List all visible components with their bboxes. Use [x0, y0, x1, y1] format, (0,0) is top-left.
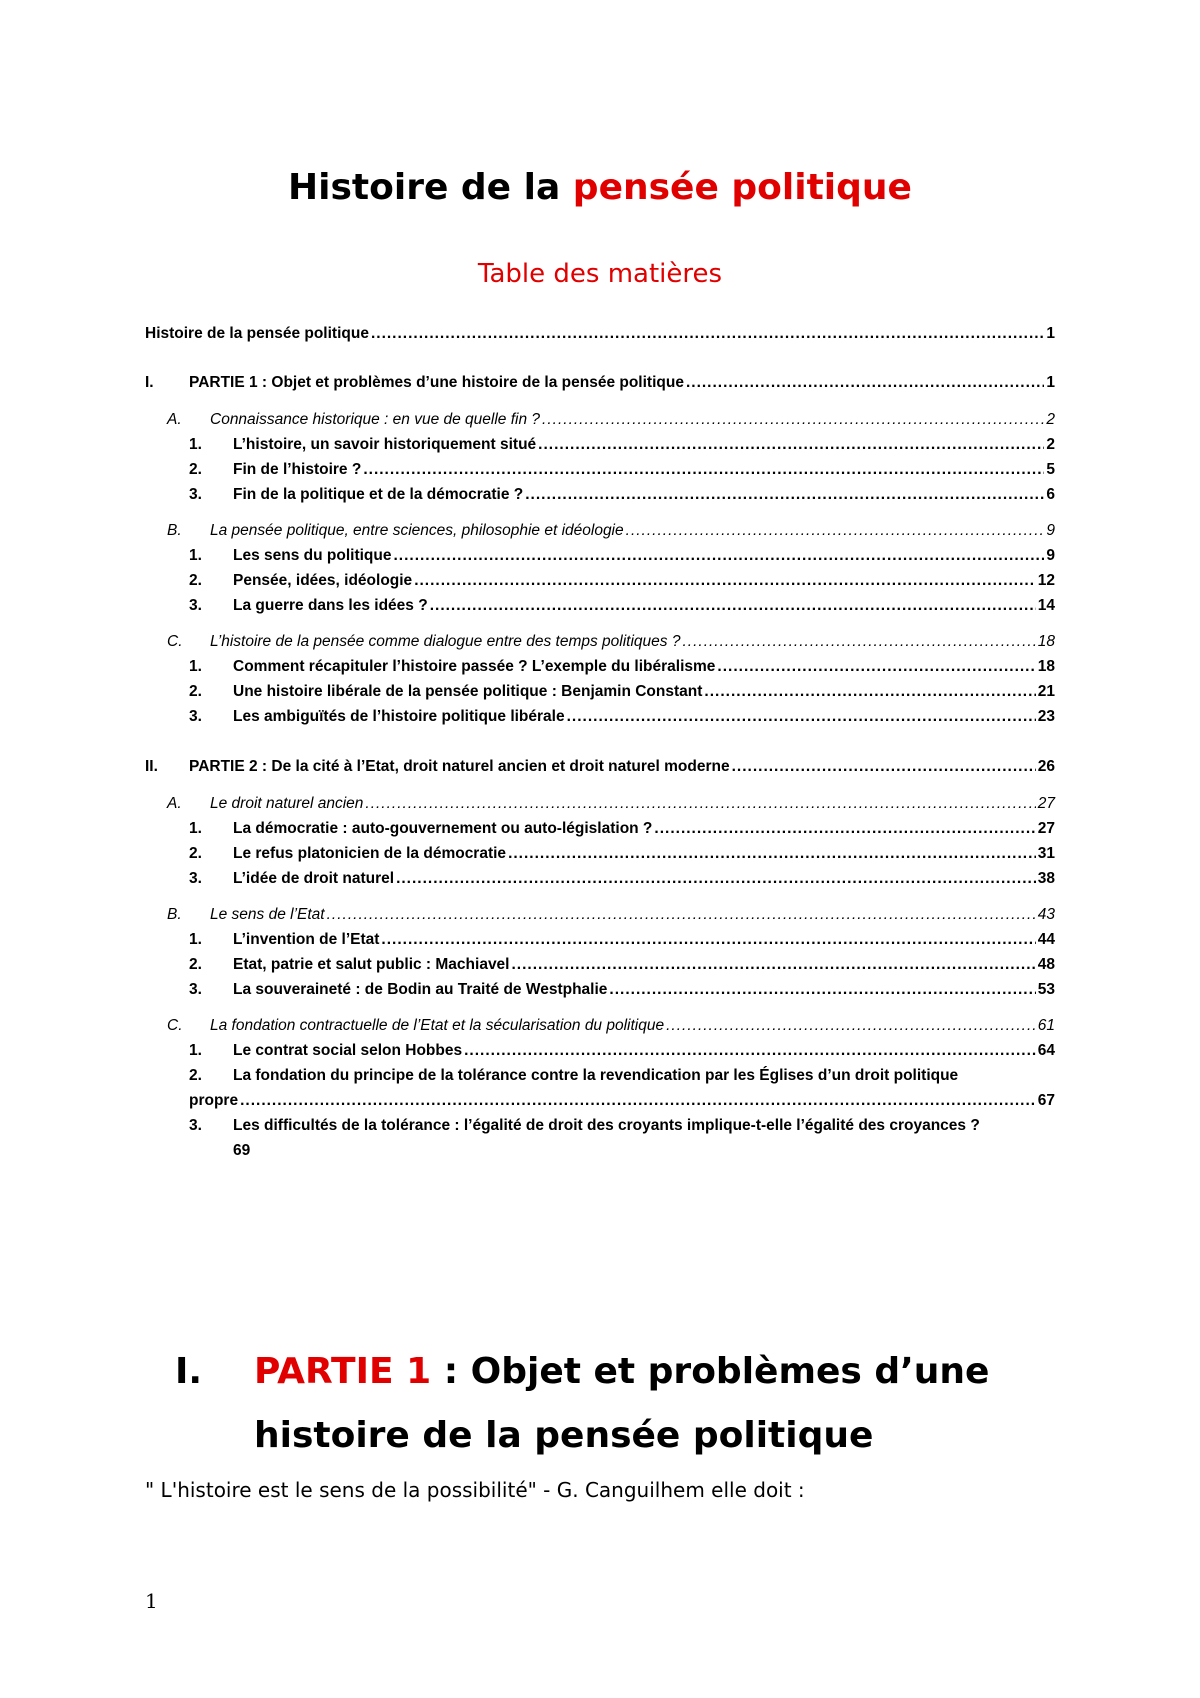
toc-entry-page: 1 — [1046, 374, 1055, 391]
toc-entry[interactable] — [189, 818, 1055, 840]
toc-entry-text: Le contrat social selon Hobbes — [233, 1040, 464, 1062]
toc-entry[interactable] — [167, 904, 1055, 926]
toc-entry-text: Le droit naturel ancien — [210, 793, 365, 815]
toc-entry-continuation[interactable] — [233, 1140, 1055, 1162]
page-number: 1 — [145, 1589, 158, 1613]
toc-entry-page: 53 — [1037, 981, 1055, 998]
toc-entry-page: 12 — [1037, 572, 1055, 589]
toc-entry-page: 27 — [1037, 820, 1055, 837]
toc-entry[interactable] — [189, 954, 1055, 976]
toc-entry-page: 2 — [1046, 436, 1055, 453]
toc-entry-page: 38 — [1037, 870, 1055, 887]
toc-entry-multiline[interactable] — [189, 1065, 1055, 1087]
toc-entry-text: PARTIE 2 : De la cité à l’Etat, droit naturel ancien et droit naturel moderne — [189, 756, 732, 778]
toc-entry-text: Connaissance historique : en vue de quelle fin ? — [210, 409, 542, 431]
toc-entry-text: L’invention de l’Etat — [233, 929, 381, 951]
toc-entry[interactable] — [189, 545, 1055, 567]
toc-entry-page: 6 — [1046, 486, 1055, 503]
toc-entry-page: 18 — [1037, 633, 1055, 650]
toc-entry[interactable] — [189, 484, 1055, 506]
toc-leader — [538, 434, 1044, 456]
toc-entry-number: 3. — [189, 981, 202, 998]
toc-leader — [704, 681, 1035, 703]
section-heading-partie: PARTIE 1 — [254, 1351, 432, 1392]
toc-entry-number: 1. — [189, 1042, 202, 1059]
toc-leader — [396, 868, 1036, 890]
toc-entry-page: 1 — [1046, 325, 1055, 342]
toc-leader — [686, 372, 1044, 394]
toc-entry-page: 5 — [1046, 461, 1055, 478]
toc-leader — [654, 818, 1035, 840]
toc-entry-page: 21 — [1037, 683, 1055, 700]
toc-entry-page: 69 — [233, 1142, 251, 1159]
toc-entry-number: 2. — [189, 572, 202, 589]
toc-entry-number: 2. — [189, 1067, 202, 1084]
toc-entry-text: La guerre dans les idées ? — [233, 595, 430, 617]
toc-entry-text: Pensée, idées, idéologie — [233, 570, 414, 592]
toc-heading: Table des matières — [477, 259, 723, 289]
toc-entry[interactable] — [167, 1015, 1055, 1037]
section-heading-rest: : Objet et problèmes d’une — [431, 1351, 990, 1392]
title-part2: pensée politique — [572, 167, 912, 208]
toc-entry[interactable] — [145, 372, 1055, 394]
toc-entry[interactable] — [189, 1040, 1055, 1062]
toc-entry-page: 43 — [1037, 906, 1055, 923]
toc-entry-text: La fondation contractuelle de l’Etat et la sécularisation du politique — [210, 1015, 666, 1037]
toc-leader — [464, 1040, 1036, 1062]
toc-entry-number: 3. — [189, 597, 202, 614]
toc-entry[interactable] — [189, 434, 1055, 456]
toc-entry[interactable] — [189, 929, 1055, 951]
toc-entry[interactable] — [167, 520, 1055, 542]
toc-entry-multiline[interactable] — [189, 1115, 1055, 1137]
toc-entry-text: La souveraineté : de Bodin au Traité de Westphalie — [233, 979, 609, 1001]
title-part1: Histoire de la — [288, 167, 573, 208]
toc-entry[interactable] — [145, 756, 1055, 778]
toc-entry-number: 2. — [189, 845, 202, 862]
toc-entry-page: 27 — [1037, 795, 1055, 812]
toc-entry-number: B. — [167, 522, 182, 539]
toc-entry-text: Fin de la politique et de la démocratie ? — [233, 484, 525, 506]
toc-entry-text: Etat, patrie et salut public : Machiavel — [233, 954, 512, 976]
toc-entry[interactable] — [189, 595, 1055, 617]
toc-leader — [626, 520, 1045, 542]
toc-entry-number: C. — [167, 1017, 183, 1034]
toc-leader — [717, 656, 1035, 678]
toc-leader — [430, 595, 1036, 617]
toc-entry-text: Comment récapituler l’histoire passée ? L’exemple du libéralisme — [233, 656, 717, 678]
toc-entry[interactable] — [189, 868, 1055, 890]
toc-entry[interactable] — [189, 681, 1055, 703]
toc-entry-text: PARTIE 1 : Objet et problèmes d’une histoire de la pensée politique — [189, 372, 686, 394]
toc-entry-text: Les difficultés de la tolérance : l’égalité de droit des croyants implique-t-elle l’égalité des croyances ? — [233, 1115, 982, 1137]
toc-entry-number: A. — [167, 411, 182, 428]
toc-entry[interactable] — [167, 793, 1055, 815]
toc-leader — [393, 545, 1044, 567]
toc-entry-continuation[interactable] — [189, 1090, 1055, 1112]
toc-leader — [365, 793, 1035, 815]
toc-entry-page: 9 — [1046, 547, 1055, 564]
toc-entry-page: 23 — [1037, 708, 1055, 725]
toc-leader — [508, 843, 1036, 865]
toc-entry-text: Fin de l’histoire ? — [233, 459, 363, 481]
toc-leader — [542, 409, 1044, 431]
toc-entry-number: 2. — [189, 683, 202, 700]
toc-entry-number: B. — [167, 906, 182, 923]
toc-leader — [682, 631, 1035, 653]
toc-entry[interactable] — [189, 656, 1055, 678]
toc-entry-text-cont: propre — [189, 1090, 240, 1112]
toc-entry-text: Le sens de l’Etat — [210, 904, 327, 926]
toc-entry[interactable] — [189, 459, 1055, 481]
section-heading-number: I. — [175, 1351, 203, 1392]
toc-entry-page: 67 — [1037, 1092, 1055, 1109]
toc-entry[interactable] — [189, 570, 1055, 592]
toc-entry-number: 1. — [189, 436, 202, 453]
toc-entry[interactable] — [145, 323, 1055, 345]
toc-leader — [567, 706, 1036, 728]
toc-entry-text: Les ambiguïtés de l’histoire politique libérale — [233, 706, 567, 728]
toc-entry-text: La fondation du principe de la tolérance contre la revendication par les Églises d’un droit politique — [233, 1065, 960, 1087]
toc-entry-page: 64 — [1037, 1042, 1055, 1059]
toc-entry-number: 2. — [189, 461, 202, 478]
toc-entry-number: 1. — [189, 547, 202, 564]
toc-leader — [327, 904, 1036, 926]
toc-leader — [666, 1015, 1036, 1037]
toc-entry-page: 48 — [1037, 956, 1055, 973]
toc-entry-text: L’histoire de la pensée comme dialogue entre des temps politiques ? — [210, 631, 682, 653]
document-title — [0, 166, 1200, 210]
toc-entry-page: 44 — [1037, 931, 1055, 948]
toc-entry-text: Une histoire libérale de la pensée politique : Benjamin Constant — [233, 681, 704, 703]
toc-entry-page: 18 — [1037, 658, 1055, 675]
toc-entry-text: L’idée de droit naturel — [233, 868, 396, 890]
toc-leader — [240, 1090, 1036, 1112]
toc-entry-number: II. — [145, 758, 158, 775]
toc-entry-text: Histoire de la pensée politique — [145, 323, 371, 345]
toc-entry-page: 61 — [1037, 1017, 1055, 1034]
toc-leader — [609, 979, 1035, 1001]
toc-entry-number: 1. — [189, 820, 202, 837]
toc-leader — [363, 459, 1044, 481]
toc-entry-number: 1. — [189, 658, 202, 675]
toc-entry-number: 3. — [189, 708, 202, 725]
toc-entry-page: 26 — [1037, 758, 1055, 775]
toc-entry[interactable] — [189, 706, 1055, 728]
toc-entry-text: Les sens du politique — [233, 545, 393, 567]
toc-entry-number: 2. — [189, 956, 202, 973]
toc-leader — [732, 756, 1036, 778]
toc-leader — [414, 570, 1036, 592]
toc-entry-page: 2 — [1046, 411, 1055, 428]
toc-entry-text: La pensée politique, entre sciences, philosophie et idéologie — [210, 520, 626, 542]
toc-entry[interactable] — [189, 979, 1055, 1001]
toc-entry-number: 1. — [189, 931, 202, 948]
toc-entry-page: 31 — [1037, 845, 1055, 862]
toc-entry-number: 3. — [189, 870, 202, 887]
toc-leader — [512, 954, 1036, 976]
toc-entry[interactable] — [167, 409, 1055, 431]
toc-entry-page: 9 — [1046, 522, 1055, 539]
toc-entry-number: C. — [167, 633, 183, 650]
section-heading-line1 — [254, 1340, 989, 1404]
toc-leader — [381, 929, 1035, 951]
toc-entry-text: L’histoire, un savoir historiquement situé — [233, 434, 538, 456]
toc-entry[interactable] — [167, 631, 1055, 653]
toc-entry-page: 14 — [1037, 597, 1055, 614]
toc-entry[interactable] — [189, 843, 1055, 865]
toc-leader — [371, 323, 1044, 345]
section-heading-line2: histoire de la pensée politique — [254, 1415, 874, 1456]
toc-entry-number: 3. — [189, 486, 202, 503]
toc-entry-number: I. — [145, 374, 154, 391]
toc-leader — [525, 484, 1044, 506]
toc-entry-number: A. — [167, 795, 182, 812]
toc-entry-text: Le refus platonicien de la démocratie — [233, 843, 508, 865]
toc-entry-number: 3. — [189, 1117, 202, 1134]
toc-entry-text: La démocratie : auto-gouvernement ou auto-législation ? — [233, 818, 654, 840]
quote-paragraph: " L'histoire est le sens de la possibilité" - G. Canguilhem elle doit : — [145, 1478, 805, 1502]
